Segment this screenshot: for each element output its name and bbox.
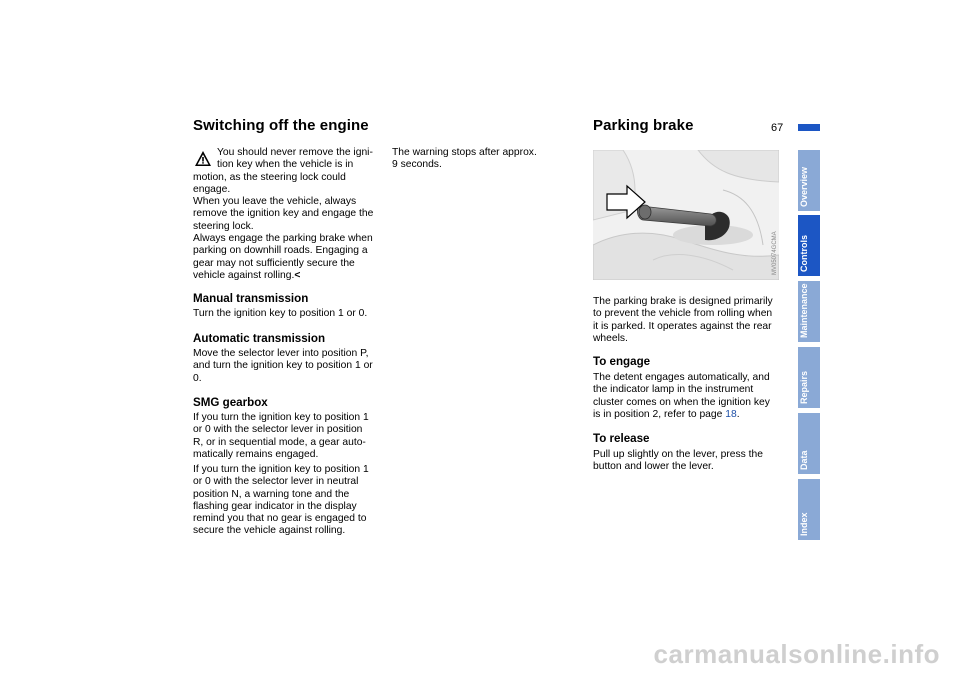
watermark: carmanualsonline.info (653, 639, 940, 669)
page-number-bar (798, 124, 820, 131)
warning-triangle-icon (194, 150, 212, 167)
parking-brake-illustration (593, 150, 779, 280)
page-18-link[interactable]: 18 (725, 408, 737, 420)
smg-paragraph-1: If you turn the ignition key to position 1 or 0 with the selector lever in position R, or in sequential mode, a gear auto- matically remains engaged. (193, 412, 369, 460)
to-engage-text: The detent engages automatically, and the indicator lamp in the instrument cluster comes on when the ignition key is in position 2, refer to page 18. (593, 372, 770, 420)
warning-duration-text: The warning stops after approx. 9 seconds. (392, 147, 537, 171)
tab-repairs[interactable]: Repairs (798, 347, 820, 410)
warning-text-indented: You should never remove the igni- tion key when the vehicle is in (217, 147, 373, 171)
heading-smg-gearbox: SMG gearbox (193, 396, 268, 409)
image-code: MV05074GCMA (772, 231, 778, 275)
tab-overview[interactable]: Overview (798, 150, 820, 213)
tab-data[interactable]: Data (798, 413, 820, 476)
tab-maintenance[interactable]: Maintenance (798, 281, 820, 344)
section-title-switching-off: Switching off the engine (193, 117, 369, 134)
heading-to-release: To release (593, 432, 650, 445)
to-release-text: Pull up slightly on the lever, press the button and lower the lever. (593, 449, 763, 473)
parking-brake-intro: The parking brake is designed primarily to prevent the vehicle from rolling when it is parked. It operates against the rear wheels. (593, 296, 773, 344)
manual-transmission-text: Turn the ignition key to position 1 or 0. (193, 308, 368, 319)
warning-text: motion, as the steering lock could engage. When you leave the vehicle, always remove the ignition key and engage the steering lock. Always engage the parking brake when parking on downhill roads. Engaging a gear may not sufficiently secure the vehicle against rolling.< (193, 171, 374, 281)
page-number: 67 (771, 122, 784, 134)
tab-index[interactable]: Index (798, 479, 820, 542)
section-title-parking-brake: Parking brake (593, 117, 694, 134)
smg-paragraph-2: If you turn the ignition key to position 1 or 0 with the selector lever in neutral position N, a warning tone and the flashing gear indicator in the display remind you that no gear is engaged to secure the vehicle against rolling. (193, 464, 369, 537)
tab-controls[interactable]: Controls (798, 215, 820, 278)
heading-manual-transmission: Manual transmission (193, 292, 309, 305)
automatic-transmission-text: Move the selector lever into position P, and turn the ignition key to position 1 or 0. (193, 348, 373, 384)
heading-automatic-transmission: Automatic transmission (193, 332, 326, 345)
heading-to-engage: To engage (593, 355, 651, 368)
end-mark: < (294, 269, 301, 281)
